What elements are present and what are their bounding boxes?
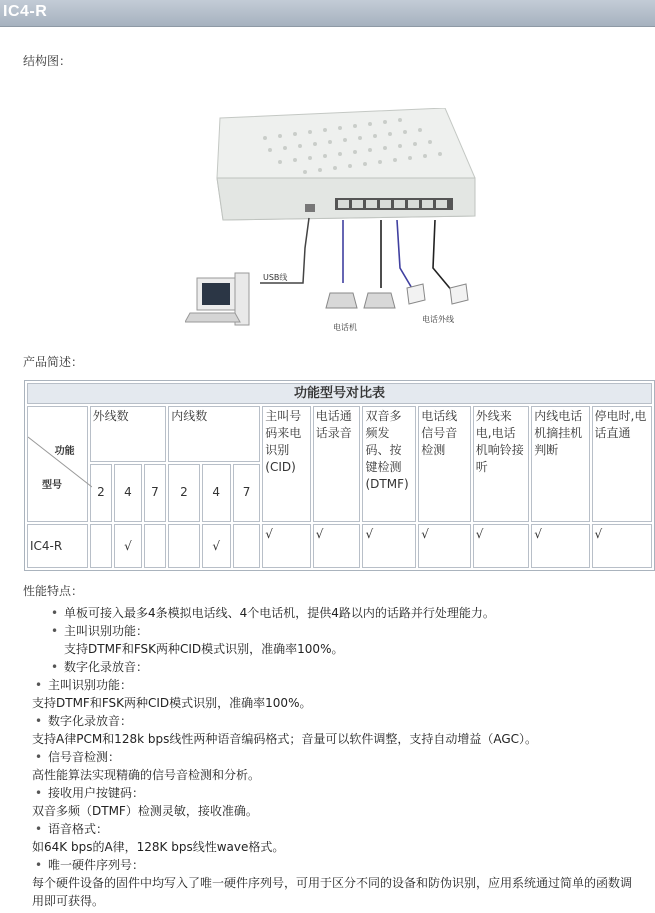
feature-title: • 数字化录放音： — [64, 660, 149, 674]
cell-power: √ — [592, 524, 652, 568]
feature-desc: 支持DTMF和FSK两种CID模式识别，准确率100%。 — [64, 642, 344, 656]
cell-record: √ — [313, 524, 361, 568]
diag-label-bottom: 型号 — [42, 480, 62, 491]
cell-outer-4: √ — [114, 524, 141, 568]
col-dtmf: 双音多频发码、按键检测(DTMF) — [362, 406, 416, 522]
structure-heading: 结构图： — [23, 54, 72, 68]
cell-cid: √ — [262, 524, 310, 568]
inner-4: 4 — [202, 464, 231, 522]
col-signal: 电话线信号音检测 — [418, 406, 471, 522]
col-power: 停电时,电话直通 — [592, 406, 652, 522]
feature-title: • 语音格式： — [48, 822, 109, 836]
features-list — [32, 604, 642, 910]
feature-desc: 支持A律PCM和128k bps线性两种语音编码格式；音量可以软件调整，支持自动增益（AGC）。 — [32, 732, 538, 746]
feature-item — [32, 676, 642, 712]
cell-signal: √ — [418, 524, 471, 568]
cell-hook: √ — [531, 524, 589, 568]
cell-ring: √ — [473, 524, 530, 568]
feature-title: • 数字化录放音： — [48, 714, 133, 728]
cell-inner-7 — [233, 524, 260, 568]
feature-desc: 如64K bps的A律，128K bps线性wave格式。 — [32, 840, 285, 854]
cell-dtmf: √ — [362, 524, 416, 568]
summary-heading: 产品简述： — [23, 355, 84, 369]
feature-item — [32, 820, 642, 856]
feature-title: • 唯一硬件序列号： — [48, 858, 145, 872]
title-bar — [0, 0, 655, 27]
cell-inner-2 — [168, 524, 199, 568]
feature-item — [32, 784, 642, 820]
feature-desc: 支持DTMF和FSK两种CID模式识别，准确率100%。 — [32, 696, 312, 710]
feature-item — [32, 748, 642, 784]
feature-desc: 高性能算法实现精确的信号音检测和分析。 — [32, 768, 261, 782]
feature-item — [48, 604, 642, 622]
cell-outer-7 — [144, 524, 167, 568]
diagonal-line — [28, 407, 92, 525]
model-cell: IC4-R — [27, 524, 88, 568]
feature-title: • 信号音检测： — [48, 750, 121, 764]
col-outer-lines: 外线数 — [90, 406, 167, 462]
col-record: 电话通话录音 — [313, 406, 361, 522]
feature-item — [32, 856, 642, 910]
table-title: 功能型号对比表 — [27, 383, 652, 404]
page-title: IC4-R — [3, 3, 48, 20]
outer-2: 2 — [90, 464, 113, 522]
feature-title: • 主叫识别功能： — [64, 624, 149, 638]
feature-item — [48, 622, 642, 658]
usb-label: USB线 — [263, 273, 288, 282]
feature-item — [32, 712, 642, 748]
inner-2: 2 — [168, 464, 199, 522]
feature-item — [48, 658, 642, 676]
diagonal-header — [27, 406, 88, 522]
line-label: 电话外线 — [422, 315, 454, 324]
cell-inner-4: √ — [202, 524, 231, 568]
col-cid: 主叫号码来电识别(CID) — [262, 406, 310, 522]
feature-desc: 双音多频（DTMF）检测灵敏，接收准确。 — [32, 804, 258, 818]
features-heading: 性能特点： — [23, 584, 84, 598]
structure-diagram — [185, 108, 485, 340]
feature-title: • 单板可接入最多4条模拟电话线、4个电话机，提供4路以内的话路并行处理能力。 — [64, 606, 495, 620]
feature-desc: 每个硬件设备的固件中均写入了唯一硬件序列号，可用于区分不同的设备和防伪识别，应用系统通过简单的函数调用即可获得。 — [32, 876, 633, 908]
feature-title: • 接收用户按键码： — [48, 786, 145, 800]
inner-7: 7 — [233, 464, 260, 522]
col-ring: 外线来电,电话机响铃接听 — [473, 406, 530, 522]
outer-7: 7 — [144, 464, 167, 522]
phone-label: 电话机 — [333, 323, 357, 332]
col-inner-lines: 内线数 — [168, 406, 260, 462]
feature-title: • 主叫识别功能： — [48, 678, 133, 692]
outer-4: 4 — [114, 464, 141, 522]
diag-label-top: 功能 — [54, 446, 75, 457]
cell-outer-2 — [90, 524, 113, 568]
comparison-table — [24, 380, 655, 571]
col-hook: 内线电话机摘挂机判断 — [531, 406, 589, 522]
